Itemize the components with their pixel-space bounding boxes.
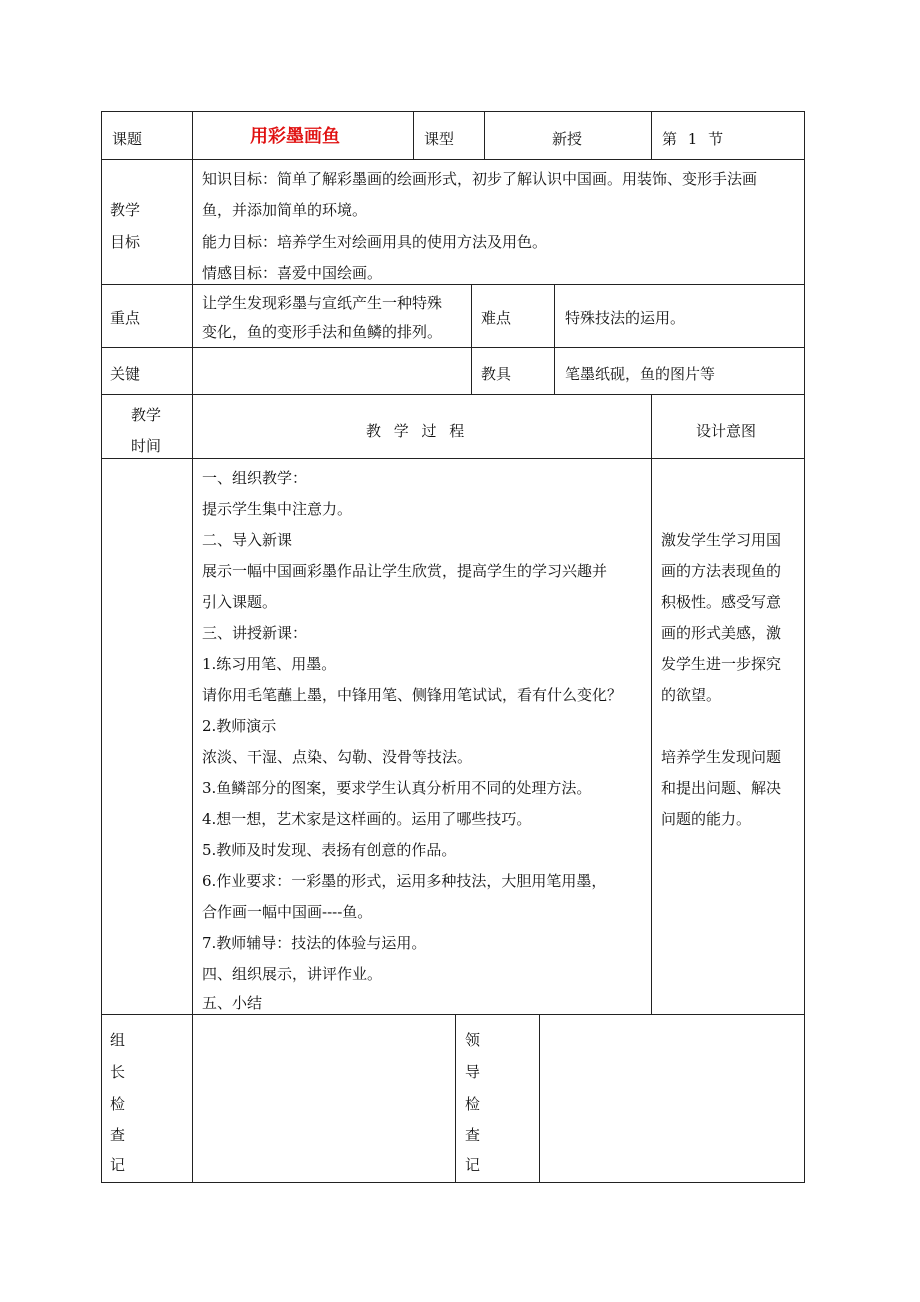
col-divider bbox=[651, 111, 652, 159]
leader-char: 记 bbox=[465, 1156, 481, 1174]
border-top bbox=[101, 111, 805, 112]
intent-line: 发学生进一步探究 bbox=[661, 655, 782, 673]
time-label-line2: 时间 bbox=[131, 437, 162, 455]
process-line: 1.练习用笔、用墨。 bbox=[202, 655, 337, 673]
process-line: 三、讲授新课： bbox=[202, 624, 308, 642]
intent-line: 问题的能力。 bbox=[661, 810, 752, 828]
tools-value: 笔墨纸砚，鱼的图片等 bbox=[565, 365, 716, 383]
process-line: 6.作业要求：一彩墨的形式，运用多种技法，大胆用笔用墨， bbox=[202, 872, 607, 890]
col-divider bbox=[455, 1014, 456, 1182]
process-line: 7.教师辅导：技法的体验与运用。 bbox=[202, 934, 427, 952]
row-divider bbox=[101, 347, 805, 348]
process-line: 4.想一想，艺术家是这样画的。运用了哪些技巧。 bbox=[202, 810, 532, 828]
row-divider bbox=[101, 1014, 805, 1015]
intent-line: 画的形式美感，激 bbox=[661, 624, 782, 642]
col-divider bbox=[554, 284, 555, 394]
leader-char: 导 bbox=[465, 1063, 481, 1081]
process-line: 展示一幅中国画彩墨作品让学生欣赏，提高学生的学习兴趣并 bbox=[202, 562, 608, 580]
col-divider bbox=[413, 111, 414, 159]
process-line: 四、组织展示，讲评作业。 bbox=[202, 965, 383, 983]
intent-line: 的欲望。 bbox=[661, 686, 722, 704]
goals-label-line1: 教学 bbox=[110, 201, 141, 219]
intent-line: 积极性。感受写意 bbox=[661, 593, 782, 611]
focus-label: 重点 bbox=[110, 309, 141, 327]
process-line: 引入课题。 bbox=[202, 593, 278, 611]
row-divider bbox=[101, 159, 805, 160]
time-label-line1: 教学 bbox=[131, 406, 162, 424]
intent-header: 设计意图 bbox=[696, 422, 757, 440]
process-line: 二、导入新课 bbox=[202, 531, 293, 549]
kexing-value: 新授 bbox=[552, 130, 583, 148]
row-divider bbox=[101, 458, 805, 459]
intent-line: 培养学生发现问题 bbox=[661, 748, 782, 766]
col-divider bbox=[484, 111, 485, 159]
intent-line: 画的方法表现鱼的 bbox=[661, 562, 782, 580]
intent-line: 激发学生学习用国 bbox=[661, 531, 782, 549]
goal-line: 知识目标：简单了解彩墨画的绘画形式，初步了解认识中国画。用装饰、变形手法画 bbox=[202, 170, 758, 188]
group-leader-char: 查 bbox=[110, 1126, 126, 1144]
focus-line: 变化，鱼的变形手法和鱼鳞的排列。 bbox=[202, 323, 443, 341]
kexing-label: 课型 bbox=[424, 130, 455, 148]
border-right bbox=[804, 111, 805, 1183]
col-divider bbox=[651, 394, 652, 1014]
col-divider bbox=[539, 1014, 540, 1182]
group-leader-char: 长 bbox=[110, 1063, 126, 1081]
intent-line: 和提出问题、解决 bbox=[661, 779, 782, 797]
process-line: 3.鱼鳞部分的图案，要求学生认真分析用不同的处理方法。 bbox=[202, 779, 592, 797]
col-divider bbox=[471, 284, 472, 394]
border-left bbox=[101, 111, 102, 1183]
tools-label: 教具 bbox=[481, 365, 512, 383]
row-divider bbox=[101, 284, 805, 285]
focus-line: 让学生发现彩墨与宣纸产生一种特殊 bbox=[202, 294, 443, 312]
process-line: 5.教师及时发现、表扬有创意的作品。 bbox=[202, 841, 457, 859]
group-leader-char: 检 bbox=[110, 1095, 126, 1113]
goal-line: 情感目标：喜爱中国绘画。 bbox=[202, 264, 383, 282]
process-line: 一、组织教学： bbox=[202, 469, 308, 487]
difficulty-label: 难点 bbox=[481, 309, 512, 327]
leader-char: 领 bbox=[465, 1031, 481, 1049]
leader-char: 查 bbox=[465, 1126, 481, 1144]
process-line: 合作画一幅中国画----鱼。 bbox=[202, 903, 373, 921]
process-line: 请你用毛笔蘸上墨，中锋用笔、侧锋用笔试试，看有什么变化？ bbox=[202, 686, 623, 704]
row-divider bbox=[101, 394, 805, 395]
group-leader-char: 记 bbox=[110, 1156, 126, 1174]
keti-label: 课题 bbox=[112, 130, 143, 148]
key-label: 关键 bbox=[110, 365, 141, 383]
goal-line: 鱼，并添加简单的环境。 bbox=[202, 201, 368, 219]
goals-label-line2: 目标 bbox=[110, 233, 141, 251]
lesson-title: 用彩墨画鱼 bbox=[250, 126, 340, 147]
section-number: 第 1 节 bbox=[662, 130, 724, 148]
label-column-divider bbox=[192, 111, 193, 1183]
process-line: 浓淡、干湿、点染、勾勒、没骨等技法。 bbox=[202, 748, 473, 766]
leader-char: 检 bbox=[465, 1095, 481, 1113]
difficulty-value: 特殊技法的运用。 bbox=[565, 309, 686, 327]
border-bottom bbox=[101, 1182, 805, 1183]
process-header: 教 学 过 程 bbox=[366, 422, 465, 440]
goal-line: 能力目标：培养学生对绘画用具的使用方法及用色。 bbox=[202, 233, 548, 251]
process-line: 2.教师演示 bbox=[202, 717, 277, 735]
group-leader-char: 组 bbox=[110, 1031, 126, 1049]
process-line: 五、小结 bbox=[202, 994, 263, 1012]
process-line: 提示学生集中注意力。 bbox=[202, 500, 353, 518]
